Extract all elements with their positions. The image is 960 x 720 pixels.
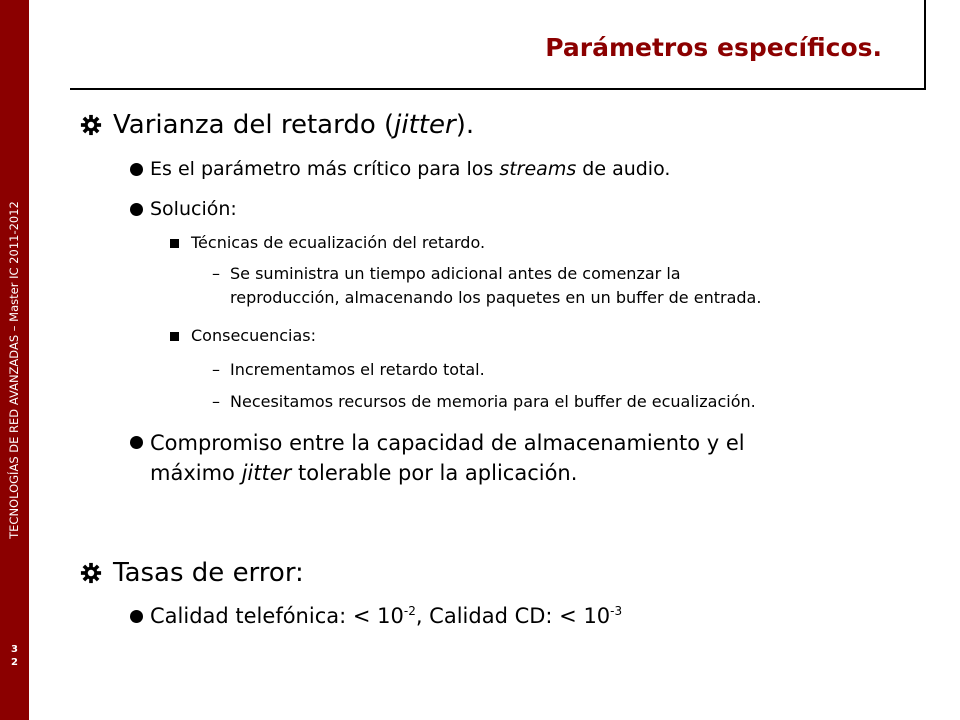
bullet-square [170, 332, 179, 341]
jitter-item-3-line-2-b: tolerable por la aplicación. [291, 461, 578, 485]
page-number [0, 643, 29, 669]
jitter-item-2-text: Solución: [150, 198, 237, 220]
jitter-sub-2-detail-2-text: Necesitamos recursos de memoria para el buffer de ecualización. [230, 392, 756, 411]
bullet-dot [130, 203, 143, 216]
slide-title: Parámetros específicos. [545, 33, 882, 62]
jitter-item-1-em: streams [499, 158, 577, 180]
error-item-1-text-a: Calidad telefónica: < 10 [150, 604, 404, 628]
page-number-digit-1: 3 [11, 644, 18, 655]
sidebar-course-label: TECNOLOGÍAS DE RED AVANZADAS – Master IC 2011-2012 [7, 201, 21, 539]
sidebar-band [0, 0, 29, 720]
title-frame [70, 0, 926, 90]
jitter-item-1-text-b: de audio. [576, 158, 671, 180]
error-item-1-sup-2: -3 [610, 604, 623, 618]
error-heading-text: Tasas de error: [113, 558, 304, 588]
bullet-dot [130, 610, 143, 623]
gear-icon [80, 558, 102, 591]
error-item-1-sup-1: -2 [403, 604, 416, 618]
page-number-digit-2: 2 [11, 657, 18, 668]
jitter-sub-2-text: Consecuencias: [191, 326, 316, 345]
jitter-sub-1-text: Técnicas de ecualización del retardo. [191, 233, 486, 252]
gear-icon [80, 110, 102, 143]
bullet-dot [130, 163, 143, 176]
jitter-item-1-text-a: Es el parámetro más crítico para los [150, 158, 500, 180]
jitter-item-3-line-1: Compromiso entre la capacidad de almacenamiento y el [150, 431, 745, 455]
jitter-heading-em: jitter [394, 110, 456, 140]
bullet-dash: – [212, 360, 220, 379]
jitter-sub-1-detail-line-2: reproducción, almacenando los paquetes en un buffer de entrada. [230, 288, 762, 307]
bullet-dash: – [212, 264, 220, 283]
bullet-dash: – [212, 392, 220, 411]
bullet-dot [130, 436, 143, 449]
jitter-sub-1-detail-line-1: Se suministra un tiempo adicional antes de comenzar la [230, 264, 681, 283]
bullet-square [170, 239, 179, 248]
jitter-heading-text-a: Varianza del retardo ( [113, 110, 395, 140]
jitter-heading-text-b: ). [455, 110, 475, 140]
jitter-sub-2-detail-1-text: Incrementamos el retardo total. [230, 360, 485, 379]
jitter-item-3-em: jitter [241, 461, 292, 485]
jitter-item-3-line-2-a: máximo [150, 461, 242, 485]
error-item-1-text-b: , Calidad CD: < 10 [415, 604, 611, 628]
